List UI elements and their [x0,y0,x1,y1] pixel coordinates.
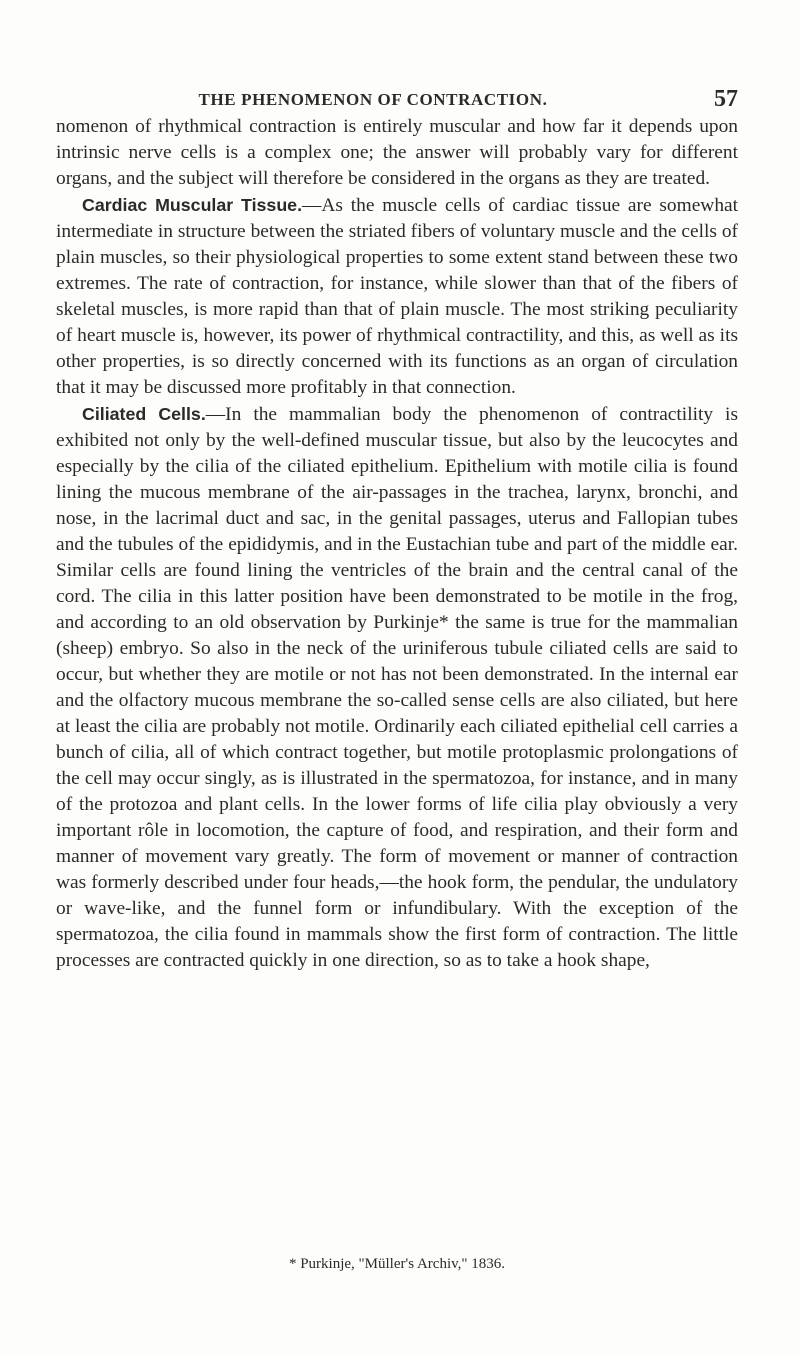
paragraph-cardiac-text: —As the muscle cells of cardiac tissue are somewhat intermediate in structure between the striated fibers of voluntary muscle and the cells of plain muscles, so their physiological properties to some extent stand between these two extremes. The rate of contraction, for instance, while slower than that of the fibers of skeletal muscles, is more rapid than that of plain muscle. The most striking peculiarity of heart muscle is, however, its power of rhythmical contractility, and this, as well as its other properties, is so directly concerned with its functions as an organ of circulation that it may be discussed more profitably in that connection. [56,195,739,398]
run-in-heading-cardiac: Cardiac Muscular Tissue. [82,195,303,215]
footnote: * Purkinje, "Müller's Archiv," 1836. [288,1256,506,1272]
paragraph-cardiac-muscular-tissue [56,192,738,401]
run-in-heading-ciliated: Ciliated Cells. [82,404,206,424]
paragraph-continuation: nomenon of rhythmical contraction is entirely muscular and how far it depends upon intrinsic nerve cells is a complex one; the answer will probably vary for different organs, and the subject will therefore be considered in the organs as they are treated. [56,116,738,189]
page-number: 57 [714,86,738,112]
paragraph-ciliated-cells [56,401,738,974]
running-head: THE PHENOMENON OF CONTRACTION. [198,90,548,109]
paragraph-ciliated-text: —In the mammalian body the phenomenon of contractility is exhibited not only by the well-defined muscular tissue, but also by the leucocytes and especially by the cilia of the ciliated epithelium. Epithelium with motile cilia is found lining the mucous membrane of the air-passages in the trachea, larynx, bronchi, and nose, in the lacrimal duct and sac, in the genital passages, uterus and Fallopian tubes and the tubules of the epididymis, and in the Eustachian tube and part of the middle ear. Similar cells are found lining the ventricles of the brain and the central canal of the cord. The cilia in this latter position have been demonstrated to be motile in the frog, and according to an old observation by Purkinje* the same is true for the mammalian (sheep) embryo. So also in the neck of the uriniferous tubule ciliated cells are said to occur, but whether they are motile or not has not been demonstrated. In the internal ear and the olfactory mucous membrane the so-called sense cells are also ciliated, but here at least the cilia are probably not motile. Ordinarily each ciliated epithelial cell carries a bunch of cilia, all of which contract together, but motile protoplasmic prolongations of the cell may occur singly, as is illustrated in the spermatozoa, for instance, and in many of the protozoa and plant cells. In the lower forms of life cilia play obviously a very important rôle in locomotion, the capture of food, and respiration, and their form and manner of movement vary greatly. The form of movement or manner of contraction was formerly described under four heads,—the hook form, the pendular, the undulatory or wave-like, and the funnel form or infundibulary. With the exception of the spermatozoa, the cilia found in mammals show the first form of contraction. The little processes are contracted quickly in one direction, so as to take a hook shape, [56,404,738,971]
body-text [56,114,738,974]
